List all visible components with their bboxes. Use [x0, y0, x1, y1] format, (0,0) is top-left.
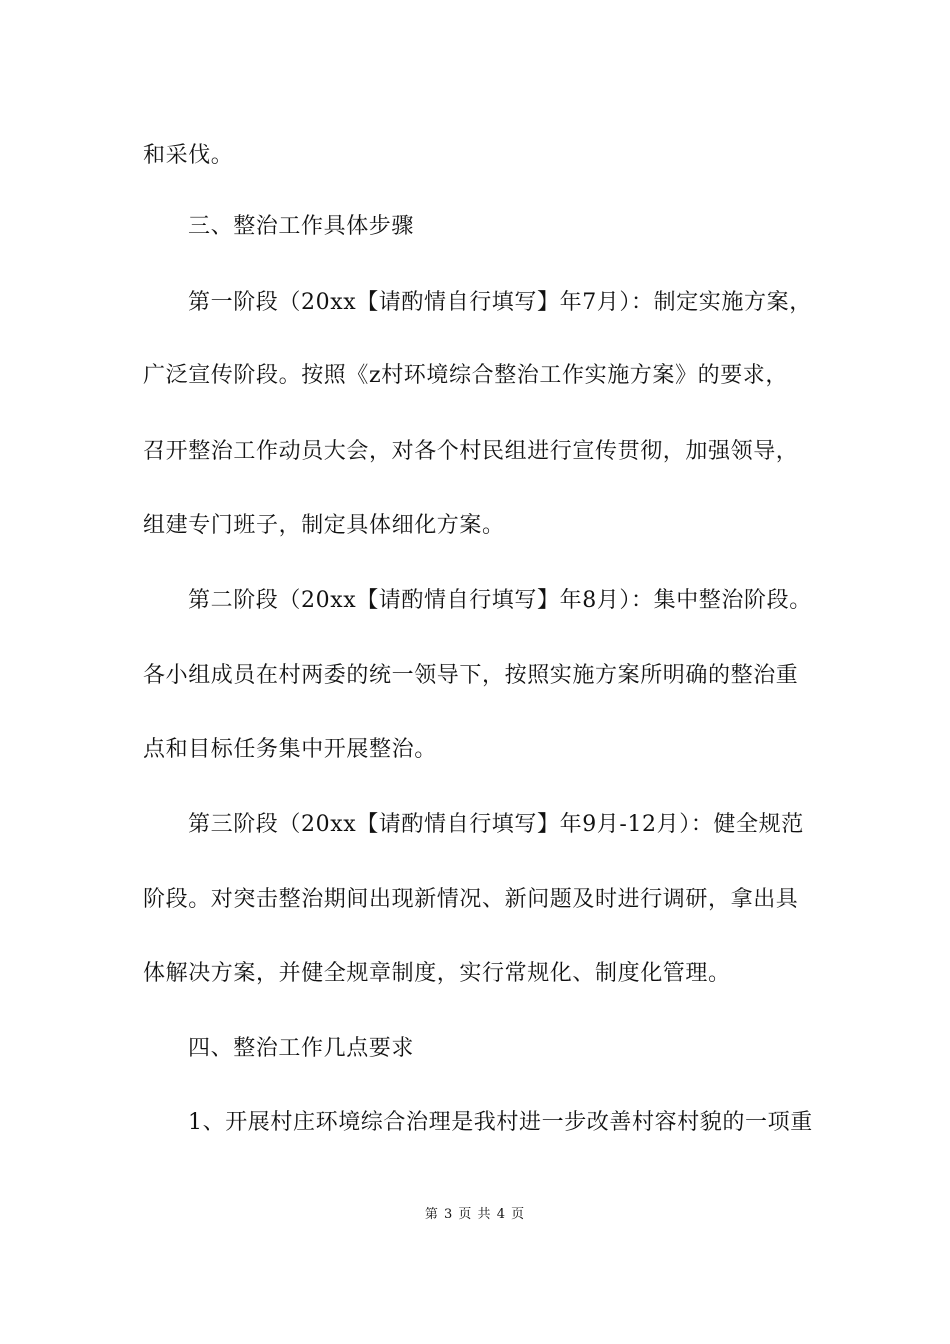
- phase-3-line-3: 体解决方案，并健全规章制度，实行常规化、制度化管理。: [143, 961, 731, 986]
- phase-1-line-4: 组建专门班子，制定具体细化方案。: [143, 513, 505, 538]
- phase-3-line-2: 阶段。对突击整治期间出现新情况、新问题及时进行调研，拿出具: [143, 887, 799, 912]
- page-number-footer: 第 3 页 共 4 页: [424, 1207, 526, 1222]
- section-heading-3: 三、整治工作具体步骤: [188, 214, 415, 239]
- phase-2-line-2: 各小组成员在村两委的统一领导下，按照实施方案所明确的整治重: [143, 663, 799, 688]
- phase-2-line-3: 点和目标任务集中开展整治。: [143, 737, 437, 762]
- phase-1-line-2: 广泛宣传阶段。按照《z村环境综合整治工作实施方案》的要求，: [143, 363, 788, 388]
- phase-1-line-1: 第一阶段（20xx【请酌情自行填写】年7月）：制定实施方案，: [188, 290, 812, 315]
- section-heading-4: 四、整治工作几点要求: [188, 1036, 415, 1061]
- phase-2-line-1: 第二阶段（20xx【请酌情自行填写】年8月）：集中整治阶段。: [188, 588, 812, 613]
- requirement-1-line-1: 1、开展村庄环境综合治理是我村进一步改善村容村貌的一项重: [188, 1110, 813, 1135]
- body-line-1: 和采伐。: [143, 143, 234, 168]
- phase-1-line-3: 召开整治工作动员大会，对各个村民组进行宣传贯彻，加强领导，: [143, 439, 799, 464]
- phase-3-line-1: 第三阶段（20xx【请酌情自行填写】年9月-12月）：健全规范: [188, 812, 804, 837]
